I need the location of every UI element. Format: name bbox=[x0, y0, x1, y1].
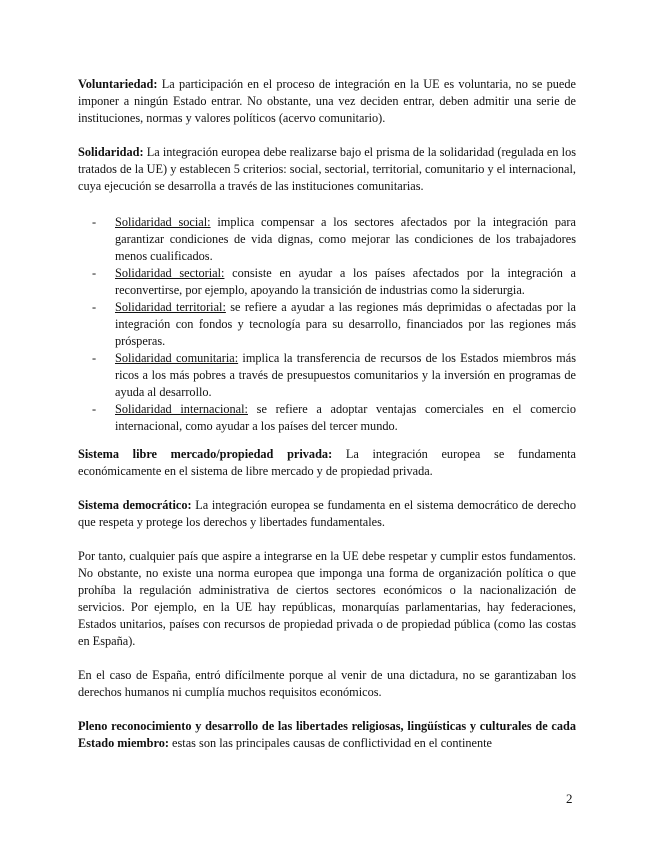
paragraph-democratico bbox=[78, 497, 576, 531]
list-item-internacional bbox=[78, 401, 576, 435]
paragraph-pleno bbox=[78, 718, 576, 752]
paragraph-solidaridad bbox=[78, 144, 576, 195]
text-voluntariedad: La participación en el proceso de integración en la UE es voluntaria, no se puede imponer a ningún Estado entrar. No obstante, una vez deciden entrar, deben admitir una serie de instituciones, normas y valores políticos (acervo comunitario). bbox=[78, 77, 576, 125]
bullet-dash: - bbox=[92, 266, 97, 280]
bullet-dash: - bbox=[92, 402, 97, 416]
list-text: implica la transferencia de recursos de los Estados miembros más ricos a los más pobres a través de presupuestos comunitarios y la inversión en programas de ayuda al desarrollo. bbox=[115, 351, 576, 399]
text-solidaridad: La integración europea debe realizarse bajo el prisma de la solidaridad (regulada en los tratados de la UE) y establecen 5 criterios: social, sectorial, territorial, comunitario y el internacional, cuya ejecución se desarrolla a través de las instituciones comunitarias. bbox=[78, 145, 576, 193]
text-mercado: La integración europea se fundamenta económicamente en el sistema de libre mercado y de propiedad privada. bbox=[78, 447, 576, 478]
list-text: consiste en ayudar a los países afectados por la integración a reconvertirse, por ejemplo, apoyando la transición de industrias como la siderurgia. bbox=[115, 266, 576, 297]
term-solidaridad: Solidaridad: bbox=[78, 145, 144, 159]
list-item-comunitaria bbox=[78, 350, 576, 401]
list-text: se refiere a ayudar a las regiones más deprimidas o afectadas por la integración con fondos y tecnología para su desarrollo, financiados por las regiones más prósperas. bbox=[115, 300, 576, 348]
list-item-sectorial bbox=[78, 265, 576, 299]
paragraph-voluntariedad bbox=[78, 76, 576, 127]
list-item-territorial bbox=[78, 299, 576, 350]
list-term: Solidaridad internacional: bbox=[115, 402, 248, 416]
bullet-dash: - bbox=[92, 351, 97, 365]
document-page bbox=[78, 76, 576, 769]
bullet-dash: - bbox=[92, 300, 97, 314]
term-pleno: Pleno reconocimiento y desarrollo de las libertades religiosas, lingüísticas y culturales de cada Estado miembro: bbox=[78, 719, 576, 750]
list-term: Solidaridad territorial: bbox=[115, 300, 226, 314]
term-mercado: Sistema libre mercado/propiedad privada: bbox=[78, 447, 333, 461]
list-text: implica compensar a los sectores afectados por la integración para garantizar condiciones de vida dignas, como mejorar las condiciones de los trabajadores menos cualificados. bbox=[115, 215, 576, 263]
list-term: Solidaridad comunitaria: bbox=[115, 351, 239, 365]
list-term: Solidaridad social: bbox=[115, 215, 211, 229]
solidarity-list bbox=[78, 214, 576, 435]
paragraph-por-tanto: Por tanto, cualquier país que aspire a integrarse en la UE debe respetar y cumplir estos fundamentos. No obstante, no existe una norma europea que imponga una forma de organización política o que prohíba la regulación administrativa de ciertos sectores económicos o la nacionalización de servicios. Por ejemplo, en la UE hay repúblicas, monarquías parlamentarias, hay federaciones, Estados unitarios, países con recursos de propiedad privada o de propiedad pública (como las costas en España). bbox=[78, 549, 576, 648]
list-text: se refiere a adoptar ventajas comerciales en el comercio internacional, como ayudar a los países del tercer mundo. bbox=[115, 402, 576, 433]
text-pleno: estas son las principales causas de conflictividad en el continente bbox=[168, 736, 493, 750]
term-democratico: Sistema democrático: bbox=[78, 498, 192, 512]
paragraph-espana: En el caso de España, entró difícilmente porque al venir de una dictadura, no se garantizaban los derechos humanos ni cumplía muchos requisitos económicos. bbox=[78, 668, 576, 699]
term-voluntariedad: Voluntariedad: bbox=[78, 77, 158, 91]
text-democratico: La integración europea se fundamenta en el sistema democrático de derecho que respeta y protege los derechos y libertades fundamentales. bbox=[78, 498, 576, 529]
page-number: 2 bbox=[566, 791, 573, 806]
bullet-dash: - bbox=[92, 215, 97, 229]
paragraph-mercado bbox=[78, 446, 576, 480]
list-term: Solidaridad sectorial: bbox=[115, 266, 225, 280]
list-item-social bbox=[78, 214, 576, 265]
